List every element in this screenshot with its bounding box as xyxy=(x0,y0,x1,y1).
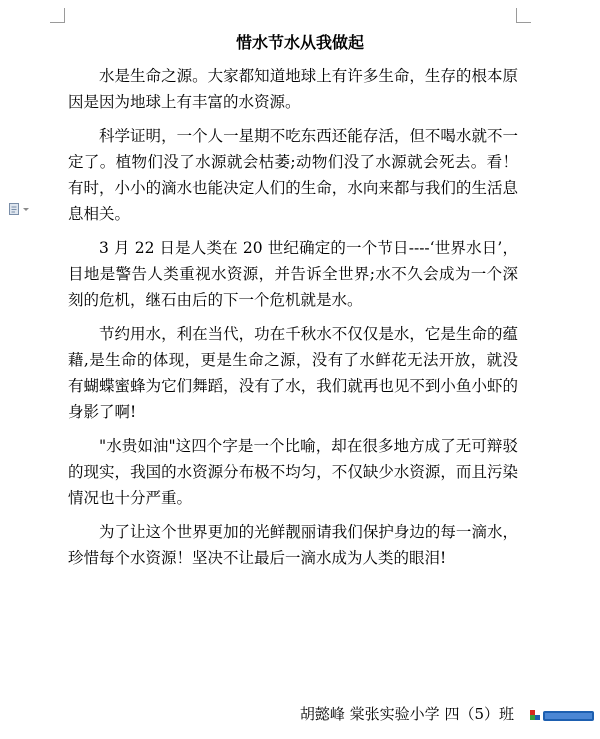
document-body xyxy=(68,63,518,571)
margin-mark-top-right xyxy=(516,8,531,23)
paragraph-6: 为了让这个世界更加的光鲜靓丽请我们保护身边的每一滴水，珍惜每个水资源！坚决不让最后一滴水成为人类的眼泪! xyxy=(68,523,518,567)
paragraph-2: 科学证明，一个人一星期不吃东西还能存活，但不喝水就不一定了。植物们没了水源就会枯萎;动物们没了水源就会死去。看！有时，小小的滴水也能决定人们的生命，水向来都与我们的生活息息相关。 xyxy=(68,127,518,223)
paragraph-1: 水是生命之源。大家都知道地球上有许多生命，生存的根本原因是因为地球上有丰富的水资源。 xyxy=(68,67,518,111)
document-options-icon[interactable] xyxy=(8,201,36,215)
paragraph-4: 节约用水，利在当代，功在千秋水不仅仅是水，它是生命的蕴藉,是生命的体现，更是生命之源，没有了水鲜花无法开放，就没有蝴蝶蜜蜂为它们舞蹈，没有了水，我们就再也见不到小鱼小虾的身影了啊! xyxy=(68,325,518,421)
site-logo xyxy=(530,708,596,724)
paragraph-3: 3 月 22 日是人类在 20 世纪确定的一个节日----‘世界水日’，目地是警告人类重视水资源，并告诉全世界;水不久会成为一个深刻的危机，继石由后的下一个危机就是水。 xyxy=(68,239,518,309)
paragraph-5: "水贵如油"这四个字是一个比喻，却在很多地方成了无可辩驳的现实，我国的水资源分布极不均匀，不仅缺少水资源，而且污染情况也十分严重。 xyxy=(68,437,518,507)
document-title: 惜水节水从我做起 xyxy=(235,33,364,52)
margin-mark-top-left xyxy=(50,8,65,23)
author-signature: 胡懿峰 棠张实验小学 四（5）班 xyxy=(299,705,514,723)
